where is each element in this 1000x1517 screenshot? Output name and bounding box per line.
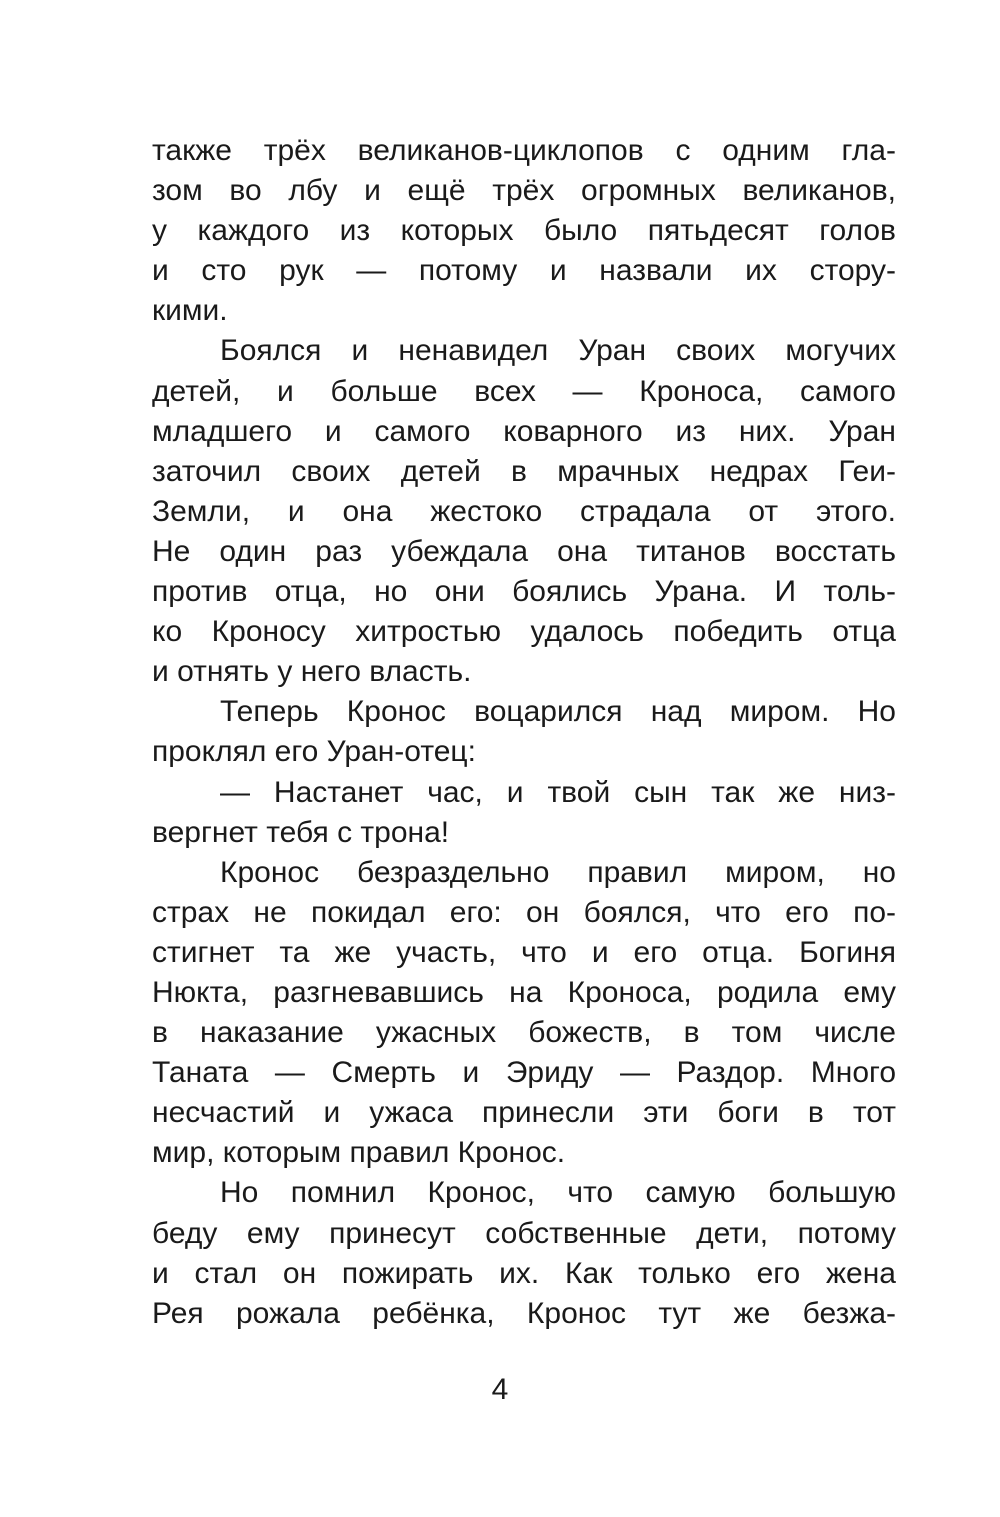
- text-line: Но помнил Кронос, что самую большую: [220, 1176, 896, 1210]
- text-line: мир, которым правил Кронос.: [152, 1136, 566, 1170]
- text-line: детей, и больше всех — Кроноса, самого: [152, 374, 896, 408]
- text-line: также трёх великанов-циклопов с одним гла-: [152, 134, 896, 167]
- text-line: против отца, но они боялись Урана. И толь-: [152, 575, 896, 609]
- text-line: и сто рук — потому и назвали их стору-: [152, 254, 896, 288]
- text-line: страх не покидал его: он боялся, что его по-: [152, 895, 896, 929]
- text-line: у каждого из которых было пятьдесят голов: [152, 214, 896, 248]
- text-line: стигнет та же участь, что и его отца. Богиня: [152, 935, 896, 969]
- text-line: кими.: [152, 294, 228, 328]
- text-line: проклял его Уран-отец:: [152, 735, 476, 769]
- text-line: Нюкта, разгневавшись на Кроноса, родила ему: [152, 975, 896, 1009]
- text-line: зом во лбу и ещё трёх огромных великанов,: [152, 174, 896, 208]
- text-line: Теперь Кронос воцарился над миром. Но: [220, 695, 896, 729]
- text-line: несчастий и ужаса принесли эти боги в тот: [152, 1096, 896, 1130]
- text-line: заточил своих детей в мрачных недрах Геи-: [152, 454, 896, 488]
- body-text: [152, 131, 896, 1334]
- text-line: ко Кроносу хитростью удалось победить отца: [152, 615, 896, 649]
- text-line: и отнять у него власть.: [152, 655, 472, 689]
- text-line: Рея рожала ребёнка, Кронос тут же безжа-: [152, 1296, 896, 1330]
- text-line: беду ему принесут собственные дети, потому: [152, 1216, 896, 1250]
- text-line: Земли, и она жестоко страдала от этого.: [152, 494, 896, 528]
- text-line: Таната — Смерть и Эриду — Раздор. Много: [152, 1056, 896, 1090]
- text-line: Боялся и ненавидел Уран своих могучих: [220, 334, 896, 368]
- text-line: Кронос безраздельно правил миром, но: [220, 855, 896, 889]
- text-line: — Настанет час, и твой сын так же низ-: [220, 775, 896, 809]
- text-line: вергнет тебя с трона!: [152, 815, 450, 849]
- text-line: младшего и самого коварного из них. Уран: [152, 414, 896, 448]
- text-line: в наказание ужасных божеств, в том числе: [152, 1016, 896, 1050]
- text-line: Не один раз убеждала она титанов восстать: [152, 534, 896, 568]
- text-line: и стал он пожирать их. Как только его жена: [152, 1256, 896, 1290]
- page-number: 4: [491, 1373, 509, 1406]
